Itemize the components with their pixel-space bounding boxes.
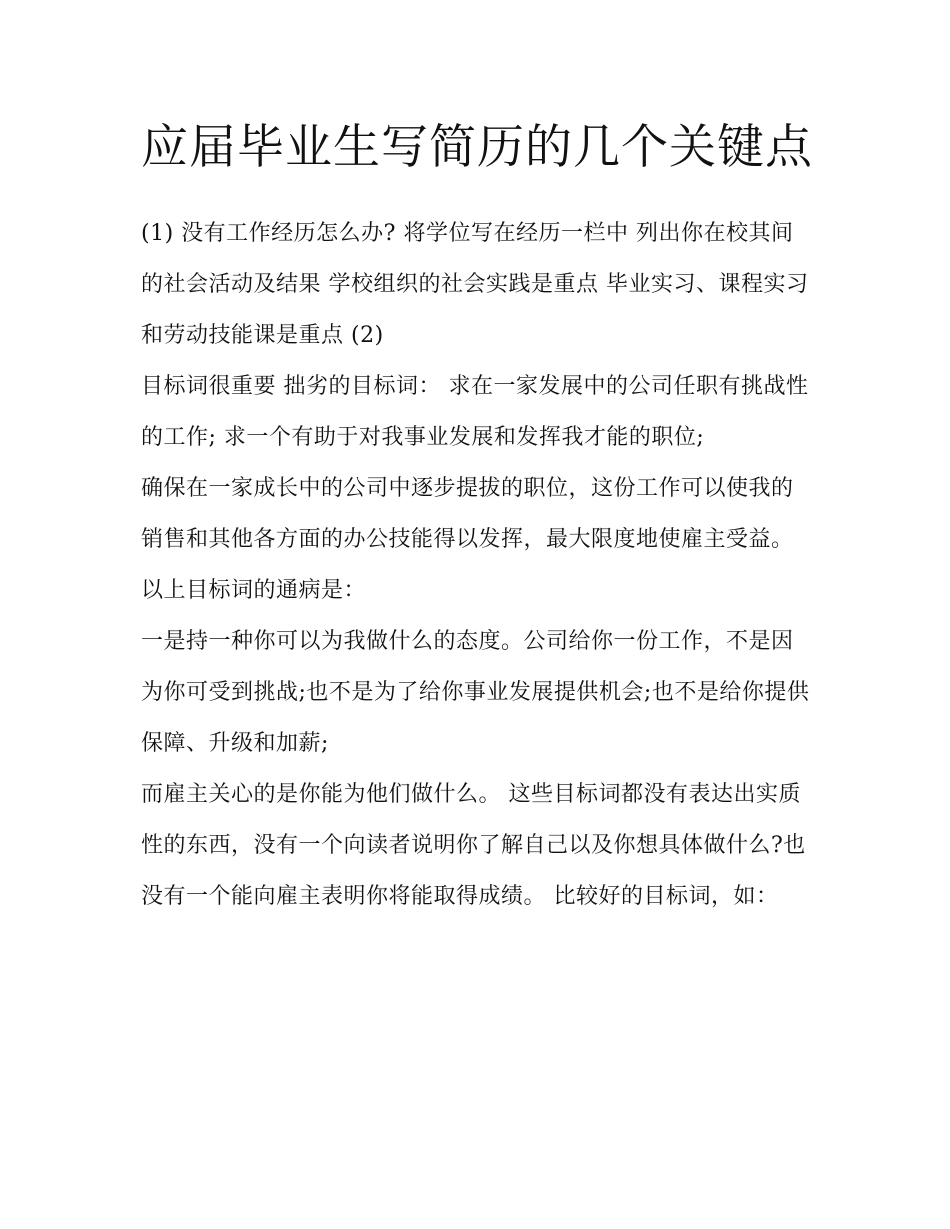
document-title: 应届毕业生写简历的几个关键点 bbox=[141, 120, 813, 175]
paragraph-2: 目标词很重要 拙劣的目标词： 求在一家发展中的公司任职有挑战性的工作; 求一个有助于对我事业发展和发挥我才能的职位; bbox=[141, 374, 809, 450]
paragraph-3: 确保在一家成长中的公司中逐步提拔的职位，这份工作可以使我的销售和其他各方面的办公技能得以发挥，最大限度地使雇主受益。 以上目标词的通病是： bbox=[141, 476, 794, 603]
paragraph-4: 一是持一种你可以为我做什么的态度。公司给你一份工作，不是因为你可受到挑战;也不是为了给你事业发展提供机会;也不是给你提供保障、升级和加薪; bbox=[141, 629, 810, 756]
document-body bbox=[141, 208, 813, 922]
paragraph-5: 而雇主关心的是你能为他们做什么。 这些目标词都没有表达出实质性的东西，没有一个向读者说明你了解自己以及你想具体做什么?也没有一个能向雇主表明你将能取得成绩。 比较好的目标词，如： bbox=[141, 782, 806, 909]
paragraph-1: (1) 没有工作经历怎么办? 将学位写在经历一栏中 列出你在校其间的社会活动及结果 学校组织的社会实践是重点 毕业实习、课程实习和劳动技能课是重点 (2) bbox=[141, 221, 809, 348]
document-page bbox=[141, 112, 813, 922]
